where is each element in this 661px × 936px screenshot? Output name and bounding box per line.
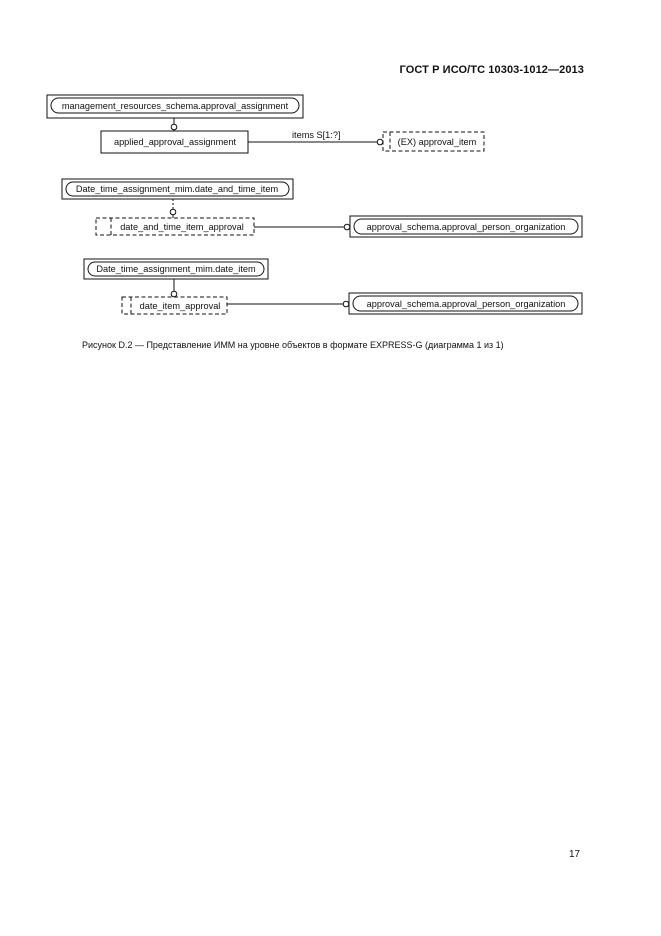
items-relationship-label: items S[1:?] [292, 130, 341, 140]
applied-approval-assignment-label: applied_approval_assignment [113, 137, 237, 147]
date-item-reference-label: Date_time_assignment_mim.date_item [96, 264, 256, 274]
date-and-time-item-approval-label: date_and_time_item_approval [120, 222, 244, 232]
subtype-circle [171, 124, 177, 130]
approval-person-organization-label: approval_schema.approval_person_organization [366, 222, 566, 232]
approval-person-organization-label: approval_schema.approval_person_organization [366, 299, 566, 309]
figure-caption: Рисунок D.2 — Представление ИММ на уровне объектов в формате EXPRESS-G (диаграмма 1 из 1) [82, 340, 504, 350]
document-title: ГОСТ Р ИСО/ТС 10303-1012—2013 [399, 64, 584, 76]
relationship-end-circle [377, 139, 383, 145]
page-number: 17 [569, 849, 581, 860]
approval-assignment-reference-label: management_resources_schema.approval_assignment [61, 101, 289, 111]
express-g-diagram [0, 0, 661, 336]
subtype-circle [171, 291, 177, 297]
relationship-end-circle [343, 301, 349, 307]
date-and-time-item-reference-label: Date_time_assignment_mim.date_and_time_item [75, 184, 279, 194]
date-item-approval-label: date_item_approval [139, 301, 221, 311]
approval-item-select-label: (EX) approval_item [397, 137, 477, 147]
relationship-end-circle [344, 224, 350, 230]
subtype-circle [170, 209, 176, 215]
